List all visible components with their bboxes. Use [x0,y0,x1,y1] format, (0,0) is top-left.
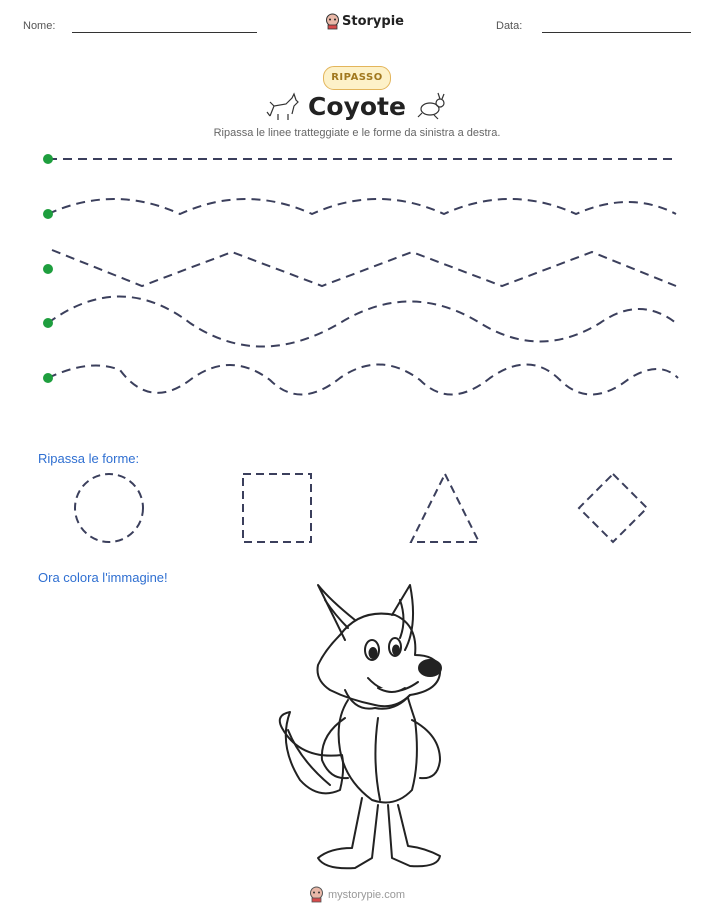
start-dot-2 [43,209,53,219]
start-dot-1 [43,154,53,164]
coloring-section-label: Ora colora l'immagine! [38,570,168,585]
start-dot-3 [43,264,53,274]
tracing-line-zigzag [52,250,676,286]
coyote-icon [267,94,298,120]
page-title: Coyote [308,92,406,121]
trace-triangle [411,474,479,542]
tracing-lines [48,159,678,395]
footer-url[interactable]: mystorypie.com [327,888,406,901]
coyote-coloring-illustration [280,585,441,868]
tracing-line-wave-3 [48,364,678,394]
footer [0,886,714,903]
tracing-line-wave-2 [48,297,676,347]
start-dot-4 [43,318,53,328]
storypie-mascot-icon [309,886,324,903]
shapes-section-label: Ripassa le forme: [38,451,140,466]
date-label: Data: [496,20,523,32]
brand-name: Storypie [342,14,404,29]
instructions-text: Ripassa le linee tratteggiate e le forme da sinistra a destra. [213,127,501,139]
rabbit-icon [418,93,444,119]
name-label: Nome: [23,20,56,32]
tracing-line-wave-1 [48,199,676,214]
start-dot-5 [43,373,53,383]
review-badge: RIPASSO [323,66,391,90]
trace-diamond [579,474,647,542]
trace-circle [75,474,143,542]
trace-square [243,474,311,542]
